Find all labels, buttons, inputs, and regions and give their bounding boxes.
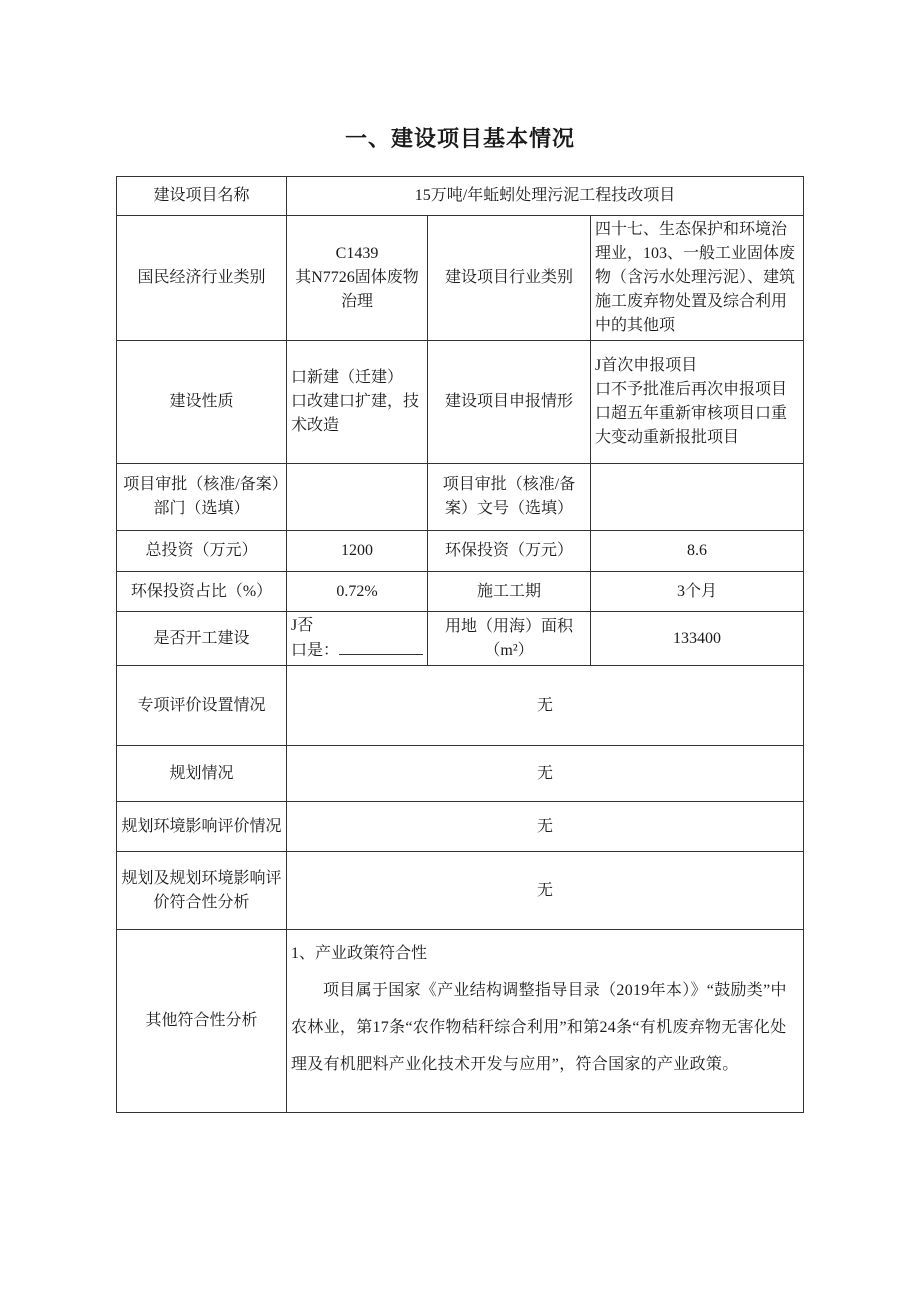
industry-code: C1439	[335, 245, 379, 262]
nature-option-rebuild: 口改建	[291, 393, 340, 410]
env-investment-label: 环保投资（万元）	[428, 531, 591, 572]
industry-code-cell	[287, 216, 428, 341]
industry-category-label: 建设项目行业类别	[428, 216, 591, 341]
row-industry	[117, 216, 804, 341]
industry-category-value: 四十七、生态保护和环境治理业，103、一般工业固体废物（含污水处理污泥）、建筑施工废弃物处置及综合利用中的其他项	[591, 216, 804, 341]
other-compliance-label: 其他符合性分析	[117, 930, 287, 1113]
total-investment-label: 总投资（万元）	[117, 531, 287, 572]
planning-compliance-label: 规划及规划环境影响评价符合性分析	[117, 852, 287, 930]
special-eval-label: 专项评价设置情况	[117, 666, 287, 746]
planning-label: 规划情况	[117, 746, 287, 802]
started-option-yes-line	[291, 638, 423, 663]
land-area-value: 133400	[591, 612, 804, 666]
row-investment	[117, 531, 804, 572]
row-planning-compliance	[117, 852, 804, 930]
nature-option-expand: 口扩建，技术改造	[291, 393, 420, 434]
declaration-option-major-change: 口重大变动重新报批项目	[595, 405, 788, 446]
construction-period-label: 施工工期	[428, 572, 591, 612]
other-compliance-heading: 1、产业政策符合性	[291, 945, 428, 962]
project-info-table	[116, 176, 804, 1113]
row-planning	[117, 746, 804, 802]
started-date-blank	[339, 638, 423, 655]
project-name-label: 建设项目名称	[117, 177, 287, 216]
declaration-label: 建设项目申报情形	[428, 341, 591, 464]
declaration-option-first: J首次申报项目	[595, 357, 698, 374]
approval-document-value	[591, 464, 804, 531]
row-special-eval	[117, 666, 804, 746]
special-eval-value: 无	[287, 666, 804, 746]
planning-eia-label: 规划环境影响评价情况	[117, 802, 287, 852]
row-approval	[117, 464, 804, 531]
nature-option-new: 口新建（迁建）	[291, 369, 404, 386]
started-option-yes: 口是：	[291, 642, 340, 659]
industry-code-detail: 其N7726固体废物治理	[295, 269, 419, 310]
row-other-compliance	[117, 930, 804, 1113]
env-ratio-label: 环保投资占比（%）	[117, 572, 287, 612]
started-label: 是否开工建设	[117, 612, 287, 666]
other-compliance-paragraph: 项目属于国家《产业结构调整指导目录（2019年本）》“鼓励类”中农林业，第17条“农作物秸秆综合利用”和第24条“有机废弃物无害化处理及有机肥料产业化技术开发与应用”，符合国家的产业政策。	[291, 982, 787, 1073]
started-option-no: J否	[291, 617, 314, 634]
row-project-name	[117, 177, 804, 216]
total-investment-value: 1200	[287, 531, 428, 572]
env-ratio-value: 0.72%	[287, 572, 428, 612]
row-started	[117, 612, 804, 666]
nature-label: 建设性质	[117, 341, 287, 464]
row-planning-eia	[117, 802, 804, 852]
other-compliance-content	[287, 930, 804, 1113]
row-nature	[117, 341, 804, 464]
nature-options-cell	[287, 341, 428, 464]
land-area-label: 用地（用海）面积（m²）	[428, 612, 591, 666]
row-ratio	[117, 572, 804, 612]
declaration-options-cell	[591, 341, 804, 464]
planning-value: 无	[287, 746, 804, 802]
page-title: 一、建设项目基本情况	[344, 126, 575, 151]
industry-label: 国民经济行业类别	[117, 216, 287, 341]
declaration-option-five-year: 口超五年重新审核项目	[595, 405, 756, 422]
planning-eia-value: 无	[287, 802, 804, 852]
started-options-cell	[287, 612, 428, 666]
declaration-option-resubmit: 口不予批准后再次申报项目	[595, 381, 788, 398]
env-investment-value: 8.6	[591, 531, 804, 572]
planning-compliance-value: 无	[287, 852, 804, 930]
approval-document-label: 项目审批（核准/备案）文号（选填）	[428, 464, 591, 531]
approval-department-value	[287, 464, 428, 531]
construction-period-value: 3个月	[591, 572, 804, 612]
project-name-value: 15万吨/年蚯蚓处理污泥工程技改项目	[287, 177, 804, 216]
approval-department-label: 项目审批（核准/备案）部门（选填）	[117, 464, 287, 531]
